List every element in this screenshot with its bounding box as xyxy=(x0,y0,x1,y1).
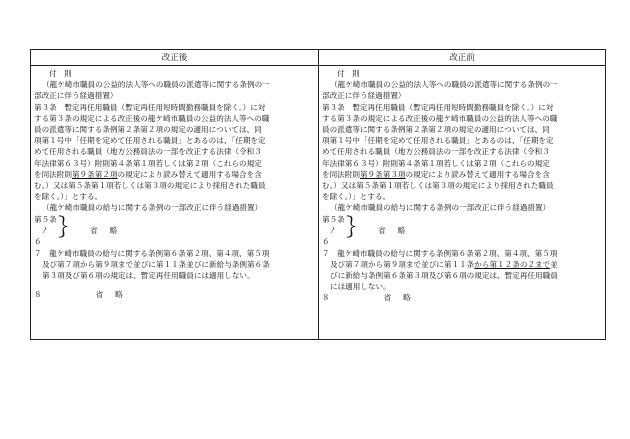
article3-line: めて任用される職員（地方公務員法の一部を改正する法律（令和３ xyxy=(322,147,550,157)
article3-line: を除く。）」とする。 xyxy=(322,192,391,202)
article3-line: 項第１号中「任期を定めて任用される職員」とあるのは、「任期を定 xyxy=(322,136,554,146)
article3-line: む。）又は第５条第１項若しくは第３項の規定により採用された職員 xyxy=(34,181,266,191)
article3-line: 年法律第６３号）附則第４条第１項若しくは第２項（これらの規定 xyxy=(322,158,550,168)
caption-dispatch-cont: 部改正に伴う経過措置） xyxy=(322,91,406,101)
article3-line: 項第１号中「任期を定めて任用される職員」とあるのは、「任期を定 xyxy=(34,136,266,146)
paragraph7-line: には適用しない。 xyxy=(330,282,391,292)
amended-text: 第９条第２項 xyxy=(71,169,118,179)
article3-line: めて任用される職員（地方公務員法の一部を改正する法律（令和３ xyxy=(34,147,262,157)
caption-salary: （龍ケ崎市職員の給与に関する条例の一部改正に伴う経過措置） xyxy=(42,203,263,213)
article3-line: を同法附則第９条第３項の規定により読み替えて適用する場合を含 xyxy=(322,169,550,179)
article3-line: 第３条 暫定再任用職員（暫定再任用短時間勤務職員を除く。）に対 xyxy=(322,102,554,112)
header-after-amendment: 改正後 xyxy=(161,53,188,63)
omitted-label: 省略 xyxy=(383,293,423,303)
caption-dispatch: （龍ケ崎市職員の公益的法人等への職員の派遣等に関する条例の一 xyxy=(330,80,558,90)
omitted-label: 省略 xyxy=(90,225,130,235)
caption-salary: （龍ケ崎市職員の給与に関する条例の一部改正に伴う経過措置） xyxy=(330,203,551,213)
before-amendment-column xyxy=(322,68,603,304)
brace-glyph: ｝ xyxy=(58,215,81,241)
paragraph7-line: ７ 龍ケ崎市職員の給与に関する条例第６条第２項、第４項、第５項 xyxy=(34,248,270,258)
article3-line: する第３条の規定による改正後の龍ケ崎市職員の公益的法人等への職 xyxy=(322,113,558,123)
article3-line: 第３条 暫定再任用職員（暫定再任用短時間勤務職員を除く。）に対 xyxy=(34,102,266,112)
article3-line: む。）又は第５条第１項若しくは第３項の規定により採用された職員 xyxy=(322,181,554,191)
paragraph8-line: ８ 省略 xyxy=(34,290,135,300)
caption-dispatch: （龍ケ崎市職員の公益的法人等への職員の派遣等に関する条例の一 xyxy=(42,80,270,90)
paragraph7-line: 及び第７項から第９項まで並びに第１１条から第１２条の２まで並 xyxy=(330,259,558,269)
amended-text: 第９条第３項 xyxy=(359,169,406,179)
after-amendment-column xyxy=(34,68,315,300)
paragraph7-line: ７ 龍ケ崎市職員の給与に関する条例第６条第２項、第４項、第５項 xyxy=(322,248,558,258)
omitted-label: 省略 xyxy=(95,290,135,300)
supplementary-provisions-heading: 付 則 xyxy=(49,69,72,78)
caption-dispatch-cont: 部改正に伴う経過措置） xyxy=(34,91,118,101)
header-before-amendment: 改正前 xyxy=(449,53,475,63)
paragraph7-line: 第３項及び第６項の規定は、暫定再任用職員には適用しない。 xyxy=(42,271,255,281)
article3-line: 年法律第６３号）附則第４条第１項若しくは第２項（これらの規定 xyxy=(34,158,262,168)
omitted-article-range: 第５条 〳 ６ ｝ 省略 xyxy=(322,214,418,246)
omitted-label: 省略 xyxy=(378,225,418,235)
omitted-article-range: 第５条 〳 ６ ｝ 省略 xyxy=(34,214,130,246)
paragraph7-line: 及び第７項から第９項まで並びに第１１条並びに新給与条例第６条 xyxy=(42,259,270,269)
article3-line: を除く。）」とする。 xyxy=(34,192,103,202)
paragraph8-line: ８ 省略 xyxy=(322,293,423,303)
header-divider xyxy=(31,65,605,66)
article3-line: を同法附則第９条第２項の規定により読み替えて適用する場合を含 xyxy=(34,169,262,179)
amended-text: から第１２条の２まで xyxy=(474,259,551,269)
article3-line: 員の派遣等に関する条例第２条第２項の規定の適用については、同 xyxy=(322,125,550,135)
comparison-table xyxy=(30,49,606,340)
brace-glyph: ｝ xyxy=(346,215,369,241)
paragraph7-line: びに新給与条例第６条第３項及び第６項の規定は、暫定再任用職員 xyxy=(330,271,558,281)
supplementary-provisions-heading: 付 則 xyxy=(337,69,360,78)
article3-line: 員の派遣等に関する条例第２条第２項の規定の適用については、同 xyxy=(34,125,262,135)
column-divider xyxy=(318,50,319,339)
article3-line: する第３条の規定による改正後の龍ケ崎市職員の公益的法人等への職 xyxy=(34,113,270,123)
